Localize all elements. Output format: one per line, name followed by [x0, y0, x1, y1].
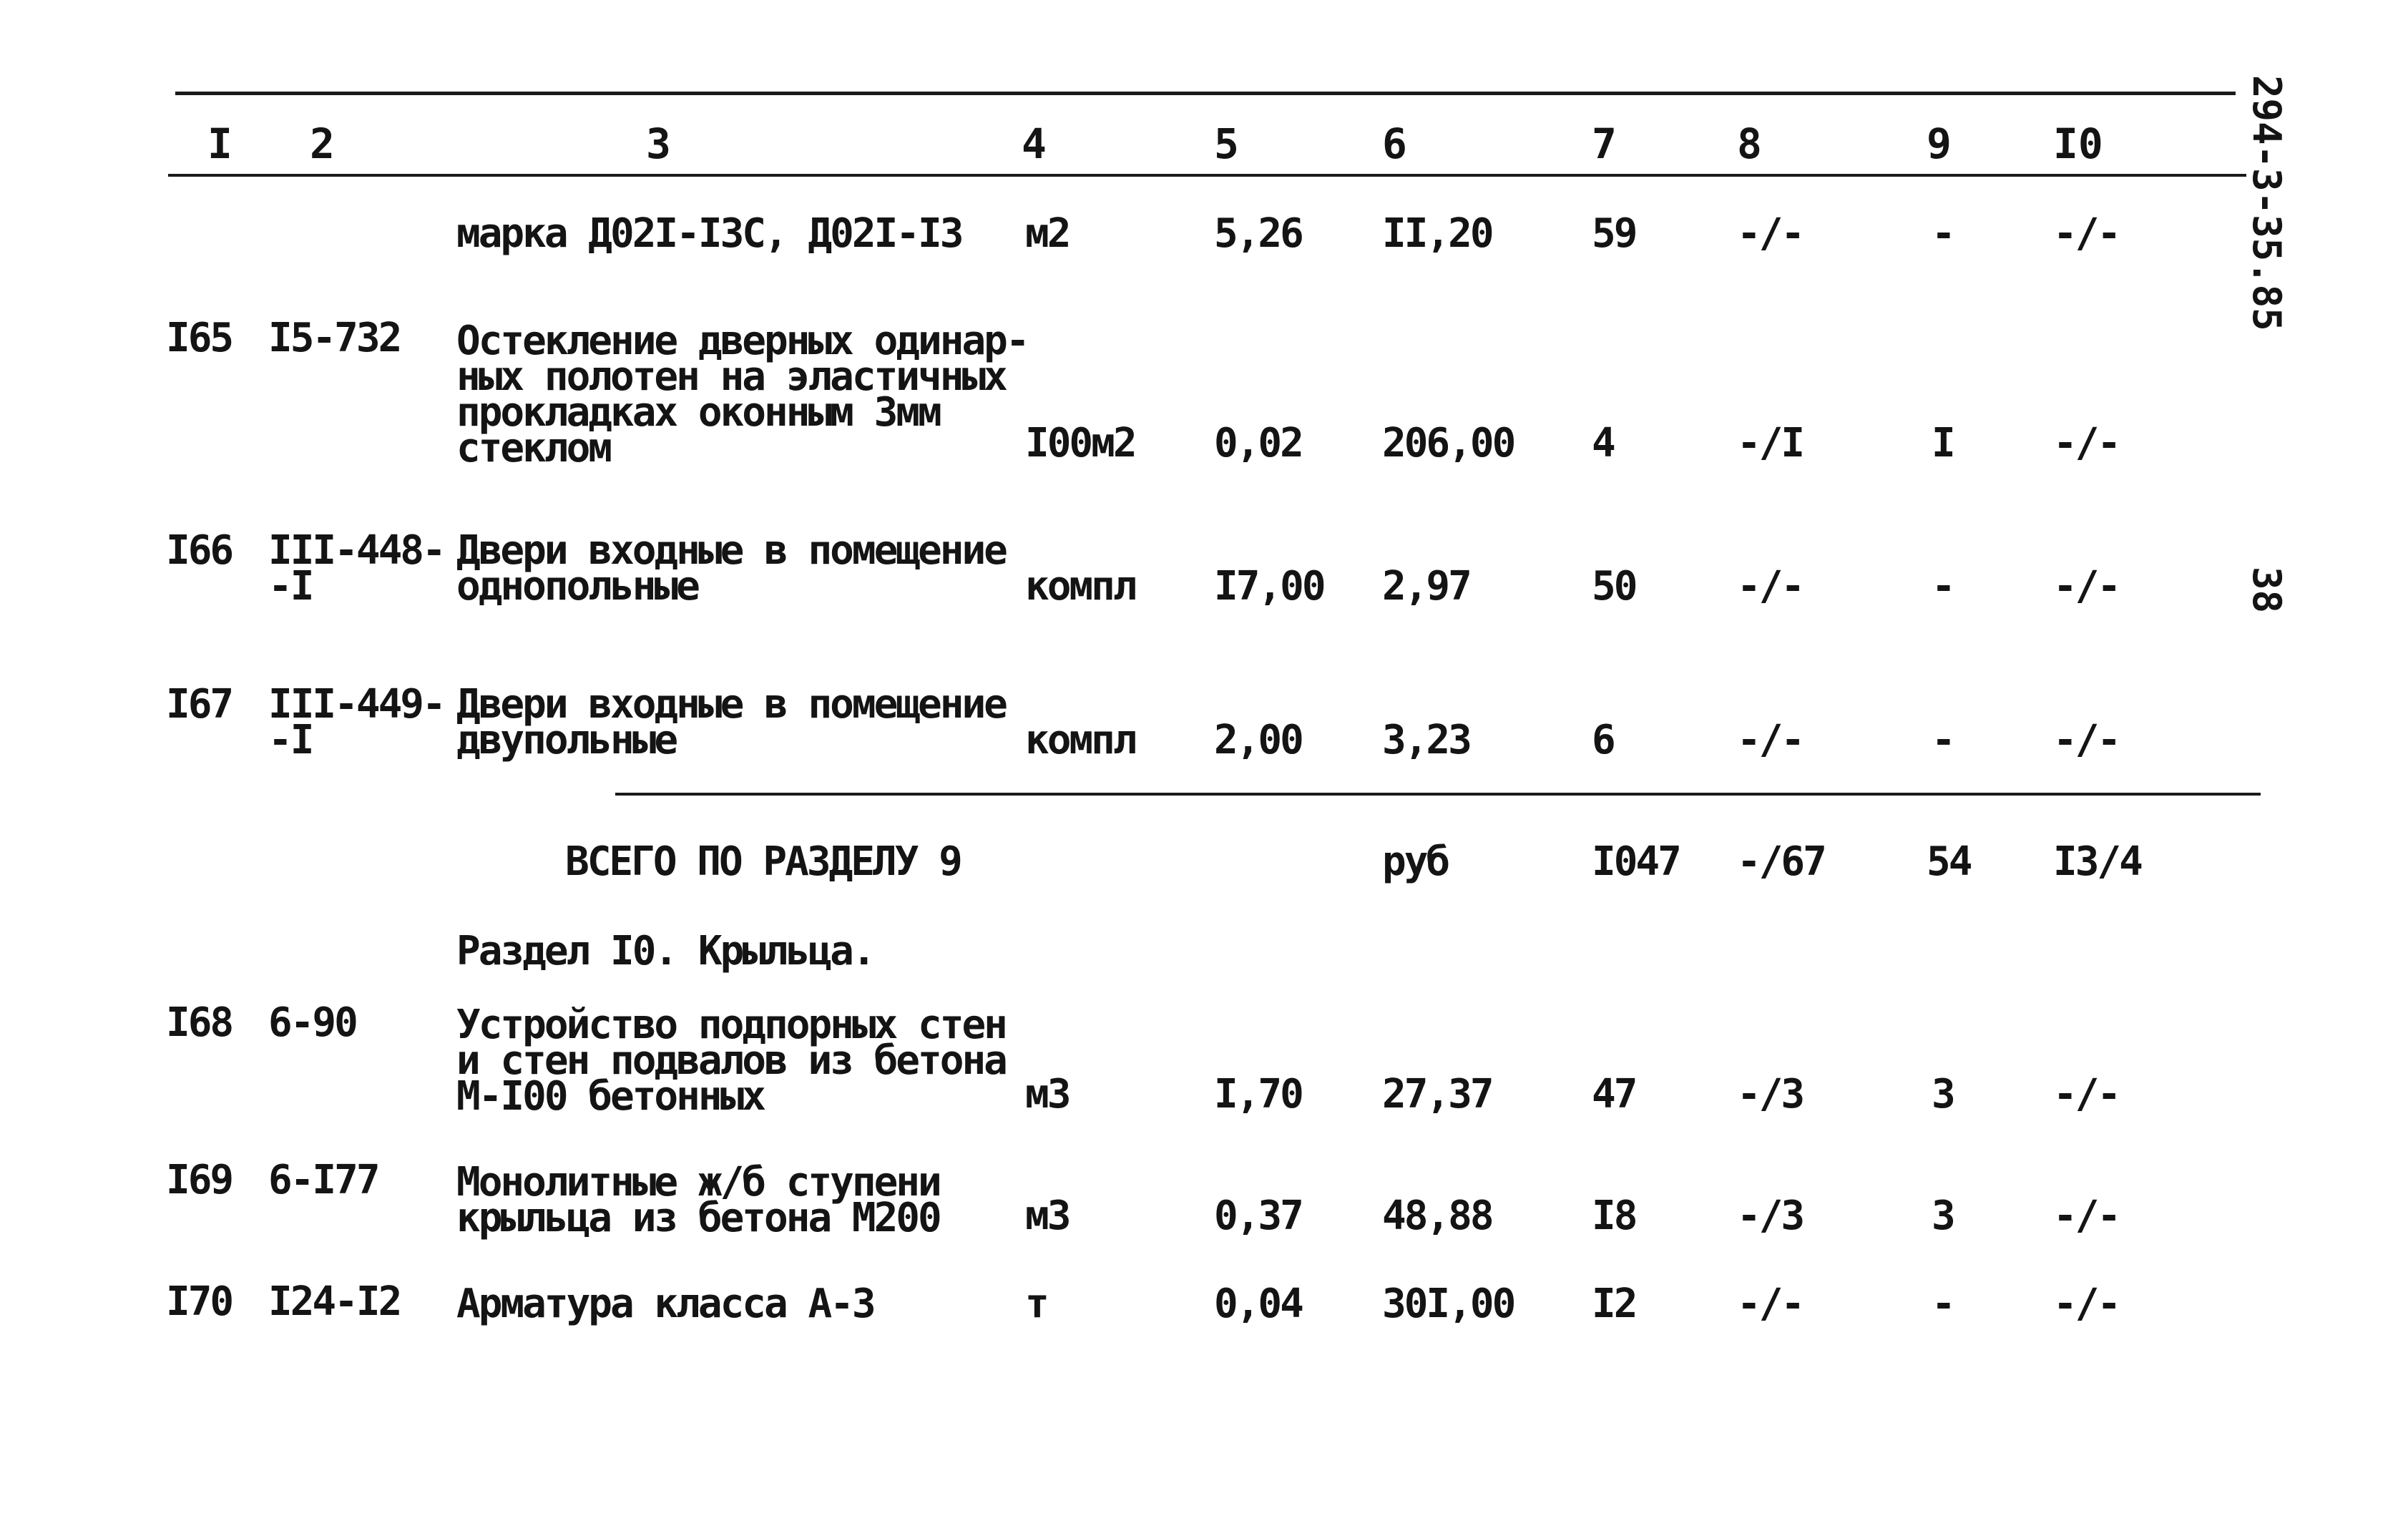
row-unit: компл — [1025, 563, 1135, 610]
row-col7: 50 — [1592, 563, 1636, 610]
row-price: 27,37 — [1382, 1071, 1492, 1117]
row-quantity: 5,26 — [1214, 210, 1302, 257]
col-header-2: 2 — [310, 119, 335, 168]
row-price: 2,97 — [1382, 563, 1470, 610]
row-unit: I00м2 — [1025, 420, 1135, 466]
total-rule — [615, 793, 2261, 796]
col-header-10: I0 — [2053, 119, 2103, 168]
row-price: 206,00 — [1382, 420, 1514, 466]
row-code: 6-90 — [268, 999, 356, 1046]
row-col9: - — [1932, 1281, 1954, 1327]
row-col8: -/- — [1737, 210, 1803, 257]
row-col10: -/- — [2053, 1193, 2120, 1239]
total-col9: 54 — [1927, 838, 1971, 885]
row-number: I68 — [166, 999, 233, 1046]
row-col7: 47 — [1592, 1071, 1636, 1117]
row-quantity: 2,00 — [1214, 717, 1302, 763]
row-code: III-449- -I — [268, 681, 444, 763]
row-quantity: 0,37 — [1214, 1193, 1302, 1239]
row-price: 3,23 — [1382, 717, 1470, 763]
col-header-6: 6 — [1382, 119, 1407, 168]
row-description: Остекление дверных одинар- ных полотен на эластичных прокладках оконным 3мм стеклом — [456, 318, 1028, 471]
row-col10: -/- — [2053, 420, 2120, 466]
row-price: 30I,00 — [1382, 1281, 1514, 1327]
row-description: Двери входные в помещение однопольные — [456, 527, 1006, 610]
row-col9: - — [1932, 717, 1954, 763]
row-quantity: I7,00 — [1214, 563, 1324, 610]
row-col10: -/- — [2053, 717, 2120, 763]
row-col9: - — [1932, 210, 1954, 257]
row-col8: -/3 — [1737, 1071, 1803, 1117]
row-description: Монолитные ж/б ступени крыльца из бетона М200 — [456, 1159, 940, 1241]
row-quantity: 0,04 — [1214, 1281, 1302, 1327]
row-col10: -/- — [2053, 210, 2120, 257]
row-col10: -/- — [2053, 1281, 2120, 1327]
row-number: I67 — [166, 681, 233, 728]
row-description: Двери входные в помещение двупольные — [456, 681, 1006, 763]
row-col8: -/3 — [1737, 1193, 1803, 1239]
row-number: I66 — [166, 527, 233, 574]
top-rule — [175, 92, 2236, 95]
row-col8: -/I — [1737, 420, 1803, 466]
row-code: I5-732 — [268, 315, 401, 361]
col-header-4: 4 — [1022, 119, 1047, 168]
total-col8: -/67 — [1737, 838, 1825, 885]
row-code: III-448- -I — [268, 527, 444, 610]
row-col10: -/- — [2053, 1071, 2120, 1117]
row-number: I65 — [166, 315, 233, 361]
row-description: Устройство подпорных стен и стен подвалов из бетона М-I00 бетонных — [456, 1002, 1006, 1120]
row-code: 6-I77 — [268, 1157, 378, 1203]
col-header-9: 9 — [1927, 119, 1952, 168]
header-bottom-rule — [168, 174, 2246, 177]
row-col7: I2 — [1592, 1281, 1636, 1327]
row-col9: 3 — [1932, 1193, 1954, 1239]
row-col7: 4 — [1592, 420, 1614, 466]
section-title: Раздел I0. Крыльца. — [456, 928, 874, 974]
row-col9: 3 — [1932, 1071, 1954, 1117]
col-header-7: 7 — [1592, 119, 1617, 168]
col-header-8: 8 — [1737, 119, 1762, 168]
row-col8: -/- — [1737, 717, 1803, 763]
row-code: I24-I2 — [268, 1278, 401, 1325]
row-col10: -/- — [2053, 563, 2120, 610]
row-quantity: I,70 — [1214, 1071, 1302, 1117]
row-col7: 59 — [1592, 210, 1636, 257]
col-header-3: 3 — [646, 119, 671, 168]
row-unit: м3 — [1025, 1071, 1070, 1117]
row-description: марка Д02I-I3С, Д02I-I3 — [456, 210, 962, 257]
row-unit: м3 — [1025, 1193, 1070, 1239]
row-quantity: 0,02 — [1214, 420, 1302, 466]
row-number: I70 — [166, 1278, 233, 1325]
row-col8: -/- — [1737, 1281, 1803, 1327]
row-price: 48,88 — [1382, 1193, 1492, 1239]
document-code: 294-3-35.85 — [2244, 75, 2289, 331]
row-col7: 6 — [1592, 717, 1614, 763]
row-col7: I8 — [1592, 1193, 1636, 1239]
row-number: I69 — [166, 1157, 233, 1203]
row-unit: м2 — [1025, 210, 1070, 257]
total-col10: I3/4 — [2053, 838, 2141, 885]
total-unit: руб — [1382, 838, 1449, 885]
row-col8: -/- — [1737, 563, 1803, 610]
page-number: 38 — [2244, 567, 2289, 614]
total-label: ВСЕГО ПО РАЗДЕЛУ 9 — [565, 838, 961, 885]
col-header-5: 5 — [1214, 119, 1239, 168]
col-header-1: I — [207, 119, 233, 168]
total-col7: I047 — [1592, 838, 1680, 885]
row-price: II,20 — [1382, 210, 1492, 257]
row-unit: т — [1025, 1281, 1047, 1327]
row-description: Арматура класса А-3 — [456, 1281, 874, 1327]
row-col9: - — [1932, 563, 1954, 610]
row-unit: компл — [1025, 717, 1135, 763]
row-col9: I — [1932, 420, 1954, 466]
